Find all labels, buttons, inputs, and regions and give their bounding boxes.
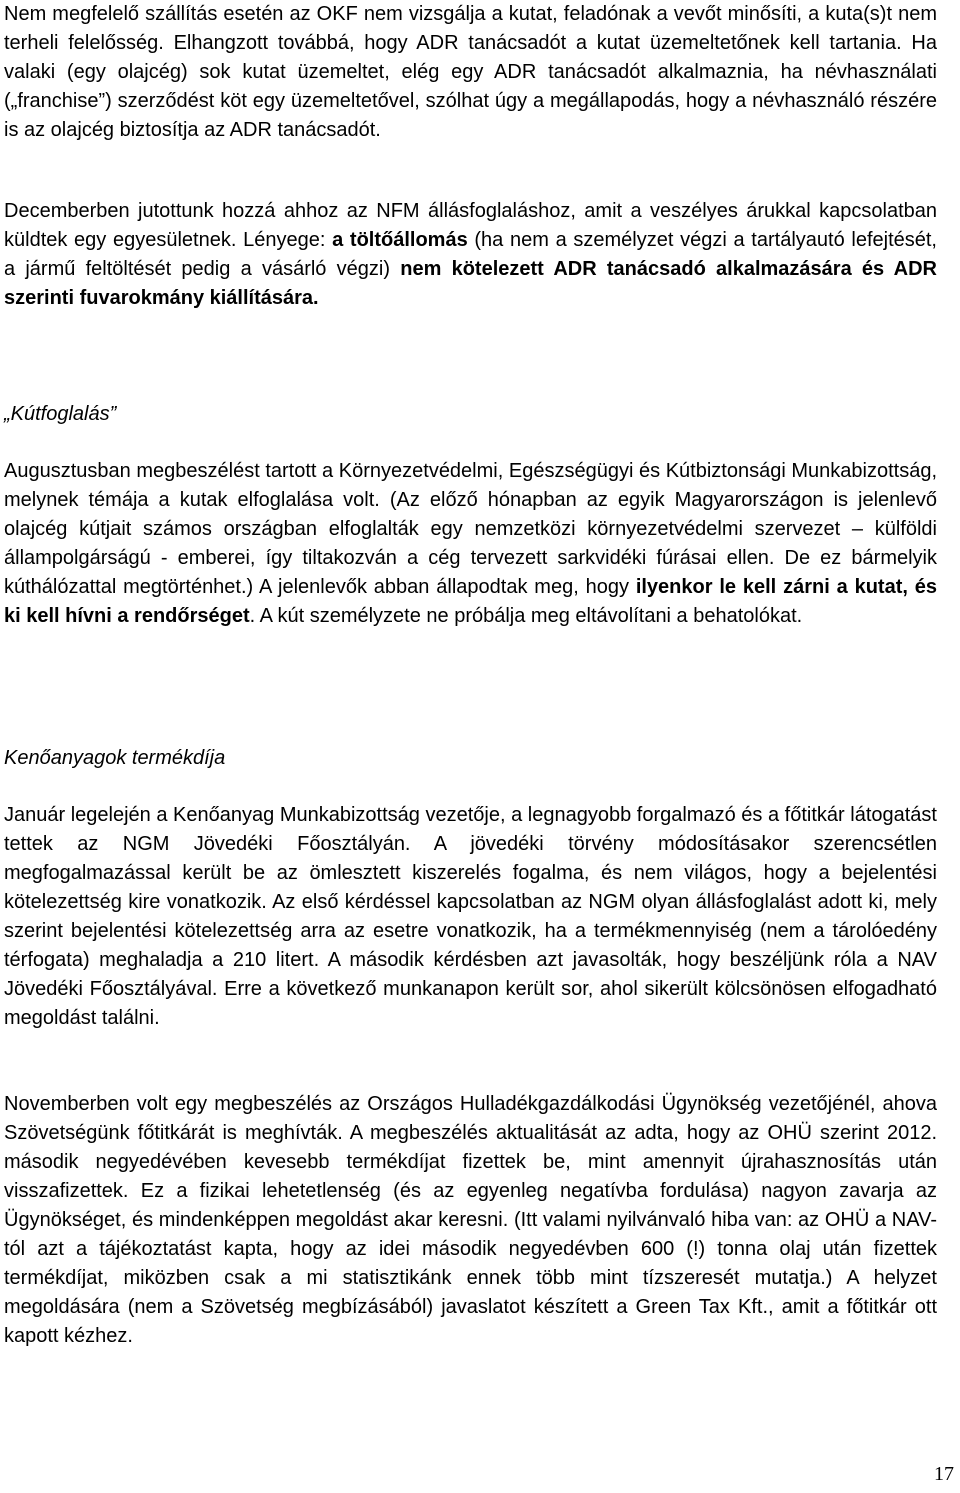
paragraph-kutfoglalas — [4, 457, 937, 631]
paragraph-adr-advisor: Nem megfelelő szállítás esetén az OKF nem vizsgálja a kutat, feladónak a vevőt minősíti, a kuta(s)t nem terheli felelősség. Elhangzott továbbá, hogy ADR tanácsadót a kutat üzemeltetőnek kell tartania. Ha valaki (egy olajcég) sok kutat üzemeltet, elég egy ADR tanácsadót alkalmaznia, ha névhasználati („franchise”) szerződést köt egy üzemeltetővel, szólhat úgy a megállapodás, hogy a névhasználó részére is az olajcég biztosítja az ADR tanácsadót. — [4, 3, 937, 141]
section-heading-kutfoglalas: „Kútfoglalás” — [4, 403, 117, 425]
paragraph-kutfoglalas-bold: ilyenkor le kell zárni a kutat, és ki kell hívni a rendőrséget — [4, 576, 937, 627]
paragraph-kenoanyag-january: Január legelején a Kenőanyag Munkabizottság vezetője, a legnagyobb forgalmazó és a főtitkár látogatást tettek az NGM Jövedéki Főosztályán. A jövedéki törvény módosításakor szerencsétlen megfogalmazással került be az ömlesztett kiszerelés fogalma, és nem világos, hogy a bejelentési kötelezettség kire vonatkozik. Az első kérdéssel kapcsolatban az NGM olyan állásfoglalást adott ki, mely szerint bejelentési kötelezettség arra az esetre vonatkozik, ha a termékmennyiség (nem a tárolóedény térfogata) meghaladja a 210 litert. A második kérdésben azt javasolták, hogy beszéljünk róla a NAV Jövedéki Főosztályával. Erre a következő munkanapon került sor, ahol sikerült kölcsönösen elfogadható megoldást találni. — [4, 804, 937, 1029]
paragraph-nfm-text-1: Decemberben jutottunk hozzá ahhoz az NFM állásfoglaláshoz, amit a veszélyes árukkal kapcsolatban küldtek egy egyesületnek. Lényege: — [4, 200, 937, 251]
page-number: 17 — [934, 1463, 954, 1485]
section-heading-kenoanyagok: Kenőanyagok termékdíja — [4, 747, 226, 769]
paragraph-kutfoglalas-text-2: . A kút személyzete ne próbálja meg eltávolítani a behatolókat. — [249, 605, 803, 627]
paragraph-nfm-text-2: (ha nem a személyzet végzi a tartályautó lefejtését, a jármű feltöltését pedig a vásárló végzi) — [4, 229, 937, 280]
paragraph-kutfoglalas-text-1: Augusztusban megbeszélést tartott a Környezetvédelmi, Egészségügyi és Kútbiztonsági Munkabizottság, melynek témája a kutak elfoglalása volt. (Az előző hónapban az egyik Magyarországon is jelenlevő olajcég kútjait számos országban elfoglalták egy nemzetközi környezetvédelmi szervezet – külföldi állampolgárságú - emberei, így tiltakozván a cég tervezett sarkvidéki fúrásai ellen. De ez bármelyik kúthálózattal megtörténhet.) A jelenlevők abban állapodtak meg, hogy — [4, 460, 937, 598]
paragraph-nfm-bold-2: nem kötelezett ADR tanácsadó alkalmazására és ADR szerinti fuvarokmány kiállítására. — [4, 258, 937, 309]
paragraph-nfm-bold-1: a töltőállomás — [332, 229, 468, 251]
paragraph-nfm-statement — [4, 197, 937, 313]
paragraph-ohu-november: Novemberben volt egy megbeszélés az Országos Hulladékgazdálkodási Ügynökség vezetőjénél, ahova Szövetségünk főtitkárát is meghívták. A megbeszélés aktualitását az adta, hogy az OHÜ szerint 2012. második negyedévében kevesebb termékdíjat fizettek be, mint amennyit újrahasznosítás után visszafizettek. Ez a fizikai lehetetlenség (és az egyenleg negatívba fordulása) nagyon zavarja az Ügynökséget, és mindenképpen megoldást akar keresni. (Itt valami nyilvánvaló hiba van: az OHÜ a NAV-tól azt a tájékoztatást kapta, hogy az idei második negyedévben 600 (!) tonna olaj után fizettek termékdíjat, miközben csak a mi statisztikánk ennek több mint tízszeresét mutatja.) A helyzet megoldására (nem a Szövetség megbízásából) javaslatot készített a Green Tax Kft., amit a főtitkár ott kapott kézhez. — [4, 1093, 937, 1347]
